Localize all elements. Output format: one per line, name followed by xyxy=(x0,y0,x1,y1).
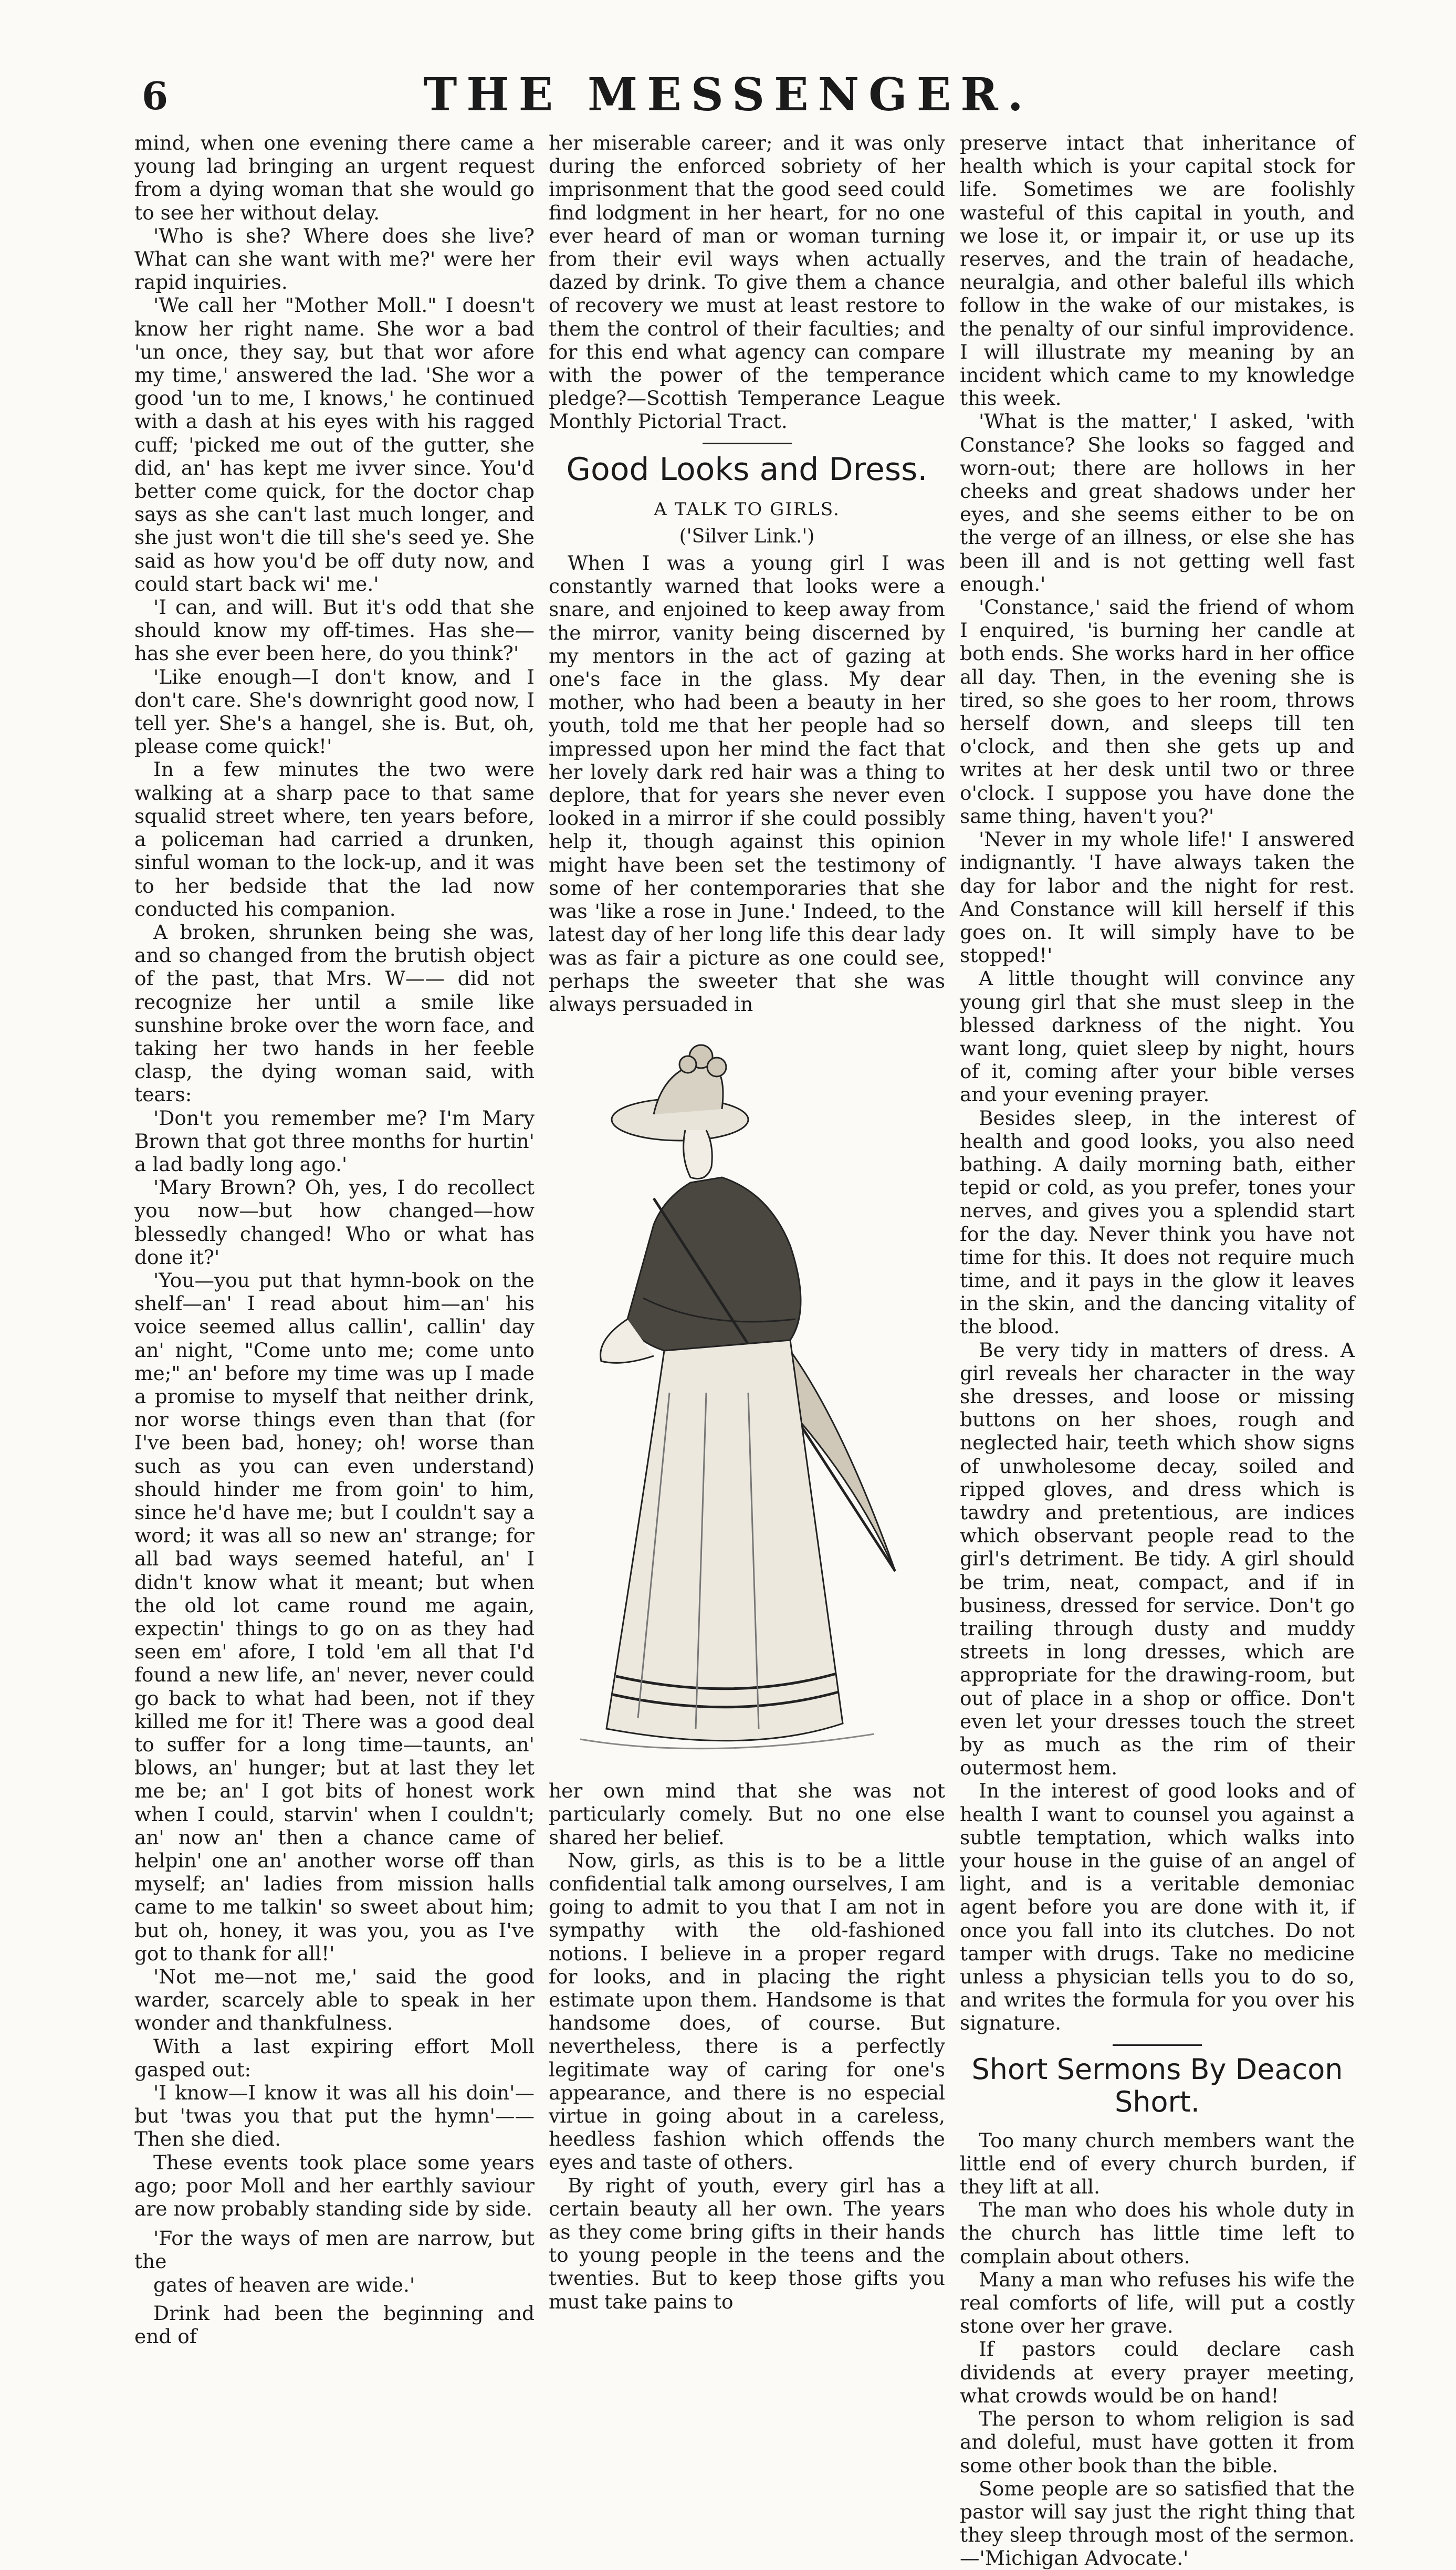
page-number: 6 xyxy=(142,74,169,118)
newspaper-title: THE MESSENGER. xyxy=(423,68,1033,121)
paragraph: In the interest of good looks and of health I want to counsel you against a subtle temptation, which walks into your house in the guise of an angel of light, and is a veritable demoniac agent before you are done with it, if once you fall into its clutches. Do not tamper with drugs. Take no medicine unless a physician tells you to do so, and writes the formula for you over his signature. xyxy=(960,1779,1355,2035)
article-subtitle: A TALK TO GIRLS. xyxy=(654,498,840,520)
paragraph: 'What is the matter,' I asked, 'with Constance? She looks so fagged and worn-out; there are hollows in her cheeks and great shadows under her eyes, and she seems either to be on the verge of an illness, or else she has been ill and is not getting well fast enough.' xyxy=(960,410,1355,596)
paragraph: preserve intact that inheritance of health which is your capital stock for life. Sometimes we are foolishly wasteful of this capital in youth, and we lose it, or impair it, or use up its reserves, and the train of headache, neuralgia, and other baleful ills which follow in the wake of our mistakes, is the penalty of our sinful improvidence. I will illustrate my meaning by an incident which came to my knowledge this week. xyxy=(960,131,1355,410)
paragraph: 'Mary Brown? Oh, yes, I do recollect you now—but how changed—how blessedly changed! Who or what has done it?' xyxy=(134,1176,535,1269)
column-1 xyxy=(134,131,535,2348)
paragraph: 'Not me—not me,' said the good warder, scarcely able to speak in her wonder and thankfulness. xyxy=(134,1965,535,2035)
paragraph: These events took place some years ago; poor Moll and her earthly saviour are now probably standing side by side. xyxy=(134,2150,535,2221)
sermon-item: Some people are so satisfied that the pastor will say just the right thing that they sleep through most of the sermon.—'Michigan Advocate.' xyxy=(960,2477,1355,2570)
article-title: Good Looks and Dress. xyxy=(566,451,928,488)
masthead xyxy=(0,68,1456,126)
paragraph: 'You—you put that hymn-book on the shelf—an' I read about him—an' his voice seemed allus callin', callin' day an' night, "Come unto me; come unto me;" an' before my time was up I made a promise to myself that neither drink, nor worse things even than that (for I've been bad, honey; oh! worse than such as you can even understand) should hinder me from goin' to him, since he'd have me; but I couldn't say a word; it was all so new an' strange; for all bad ways seemed hateful, an' I didn't know what it meant; but when the old lot came round me again, expectin' things to go on as they had seen em' afore, I told 'em all that I'd found a new life, an' never, never could go back to what had been, not if they killed me for it! There was a good deal to suffer for a long time—taunts, an' blows, an' hunger; but at last they let me be; an' I got bits of honest work when I could, starvin' when I couldn't; an' now an' then a chance came of helpin' one an' another worse off than myself; an' ladies from mission halls came to me talkin' so sweet about him; but oh, honey, it was you, you as I've got to thank for all!' xyxy=(134,1268,535,1965)
column-3 xyxy=(960,131,1355,2570)
sermons-list xyxy=(960,2129,1355,2570)
paragraph: Be very tidy in matters of dress. A girl reveals her character in the way she dresses, and loose or missing buttons on her shoes, rough and neglected hair, teeth which show signs of unwholesome decay, soiled and ripped gloves, and dress which is tawdry and pretentious, are indices which observant people read to the girl's detriment. Be tidy. A girl should be trim, neat, compact, and if in business, dressed for service. Don't go trailing through dusty and muddy streets in long dresses, which are appropriate for the drawing-room, but out of place in a shop or office. Don't even let your dresses touch the street by as much as the rim of their outermost hem. xyxy=(960,1338,1355,1780)
paragraph: Now, girls, as this is to be a little confidential talk among ourselves, I am going to admit to you that I am not in sympathy with the old-fashioned notions. I believe in a proper regard for looks, and in placing the right estimate upon them. Handsome is that handsome does, of course. But nevertheless, there is a perfectly legitimate way of caring for one's appearance, and there is no especial virtue in going about in a careless, heedless fashion which offends the eyes and taste of others. xyxy=(549,1848,945,2174)
paragraph: In a few minutes the two were walking at a sharp pace to that same squalid street where, ten years before, a policeman had carried a drunken, sinful woman to the lock-up, and it was to her bedside that the lad now conducted his companion. xyxy=(134,758,535,921)
sermon-item: The person to whom religion is sad and doleful, must have gotten it from some other book than the bible. xyxy=(960,2407,1355,2477)
divider xyxy=(703,443,792,444)
paragraph: 'I know—I know it was all his doin'—but 'twas you that put the hymn'——Then she died. xyxy=(134,2081,535,2151)
column-2 xyxy=(549,131,945,2313)
paragraph: 'Don't you remember me? I'm Mary Brown that got three months for hurtin' a lad badly long ago.' xyxy=(134,1106,535,1176)
paragraph: 'Who is she? Where does she live? What can she want with me?' were her rapid inquiries. xyxy=(134,224,535,294)
paragraph: mind, when one evening there came a young lad bringing an urgent request from a dying woman that she would go to see her without delay. xyxy=(134,131,535,224)
paragraph: With a last expiring effort Moll gasped out: xyxy=(134,2034,535,2081)
paragraph: 'Constance,' said the friend of whom I enquired, 'is burning her candle at both ends. She works hard in her office all day. Then, in the evening she is tired, so she goes to her room, throws herself down, and sleeps till ten o'clock, and then she gets up and writes at her desk until two or three o'clock. I suppose you have done the same thing, haven't you?' xyxy=(960,596,1355,828)
divider xyxy=(1113,2044,1202,2046)
sermons-title: Short Sermons By Deacon Short. xyxy=(971,2052,1343,2118)
poem-line: 'For the ways of men are narrow, but the xyxy=(134,2227,535,2273)
paragraph: A broken, shrunken being she was, and so changed from the brutish object of the past, that Mrs. W—— did not recognize her until a smile like sunshine broke over the worn face, and taking her two hands in her feeble clasp, the dying woman said, with tears: xyxy=(134,920,535,1106)
article-source: ('Silver Link.') xyxy=(679,525,815,547)
paragraph: 'We call her "Mother Moll." I doesn't know her right name. She wor a bad 'un once, they say, but that wor afore my time,' answered the lad. 'She wor a good 'un to me, I knows,' he continued with a dash at his eyes with his ragged cuff; 'picked me out of the gutter, she did, an' has kept me ivver since. You'd better come quick, for the doctor chap says as she can't last much longer, and she just won't die till she's seed ye. She said as how you'd be off duty now, and could start back wi' me.' xyxy=(134,294,535,596)
paragraph: her own mind that she was not particularly comely. But no one else shared her belief. xyxy=(549,1779,945,1849)
sermon-item: If pastors could declare cash dividends at every prayer meeting, what crowds would be on hand! xyxy=(960,2337,1355,2407)
paragraph: When I was a young girl I was constantly warned that looks were a snare, and enjoined to keep away from the mirror, vanity being discerned by my mentors in the act of gazing at one's face in the glass. My dear mother, who had been a beauty in her youth, told me that her people had so impressed upon her mind the fact that her lovely dark red hair was a thing to deplore, that for years she never even looked in a mirror if she could possibly help it, though against this opinion might have been set the testimony of some of her contemporaries that she was 'like a rose in June.' Indeed, to the latest day of her long life this dear lady was as fair a picture as one could see, perhaps the sweeter that she was always persuaded in xyxy=(549,551,945,1016)
sermon-item: The man who does his whole duty in the church has little time left to complain about others. xyxy=(960,2198,1355,2268)
paragraph: 'Like enough—I don't know, and I don't care. She's downright good now, I tell yer. She's a hangel, she is. But, oh, please come quick!' xyxy=(134,665,535,758)
paragraph: Besides sleep, in the interest of health and good looks, you also need bathing. A daily morning bath, either tepid or cold, as you prefer, tones your nerves, and gives you a splendid start for the day. Never think you have not time for this. It does not require much time, and it pays in the glow it leaves in the skin, and the dancing vitality of the blood. xyxy=(960,1106,1355,1339)
poem-line: gates of heaven are wide.' xyxy=(153,2273,415,2296)
paragraph: 'I can, and will. But it's odd that she should know my off-times. Has she—has she ever been here, do you think?' xyxy=(134,596,535,665)
sermon-item: Many a man who refuses his wife the real comforts of life, will put a costly stone over her grave. xyxy=(960,2268,1355,2338)
paragraph: By right of youth, every girl has a certain beauty all her own. The years as they come bring gifts in their hands to young people in the teens and the twenties. But to keep those gifts you must take pains to xyxy=(549,2174,945,2313)
woman-with-umbrella-illustration xyxy=(549,1025,945,1771)
paragraph: Drink had been the beginning and end of xyxy=(134,2301,535,2348)
paragraph: her miserable career; and it was only during the enforced sobriety of her imprisonment that the good seed could find lodgment in her heart, for no one ever heard of man or woman turning from their evil ways when actually dazed by drink. To give them a chance of recovery we must at least restore to them the control of their faculties; and for this end what agency can compare with the power of the temperance pledge?—Scottish Temperance League Monthly Pictorial Tract. xyxy=(549,131,945,433)
paragraph: A little thought will convince any young girl that she must sleep in the blessed darkness of the night. You want long, quiet sleep by night, hours of it, coming after your bible verses and your evening prayer. xyxy=(960,967,1355,1106)
sermon-item: Too many church members want the little end of every church burden, if they lift at all. xyxy=(960,2128,1355,2199)
paragraph: 'Never in my whole life!' I answered indignantly. 'I have always taken the day for labor and the night for rest. And Constance will kill herself if this goes on. It will simply have to be stopped!' xyxy=(960,828,1355,967)
